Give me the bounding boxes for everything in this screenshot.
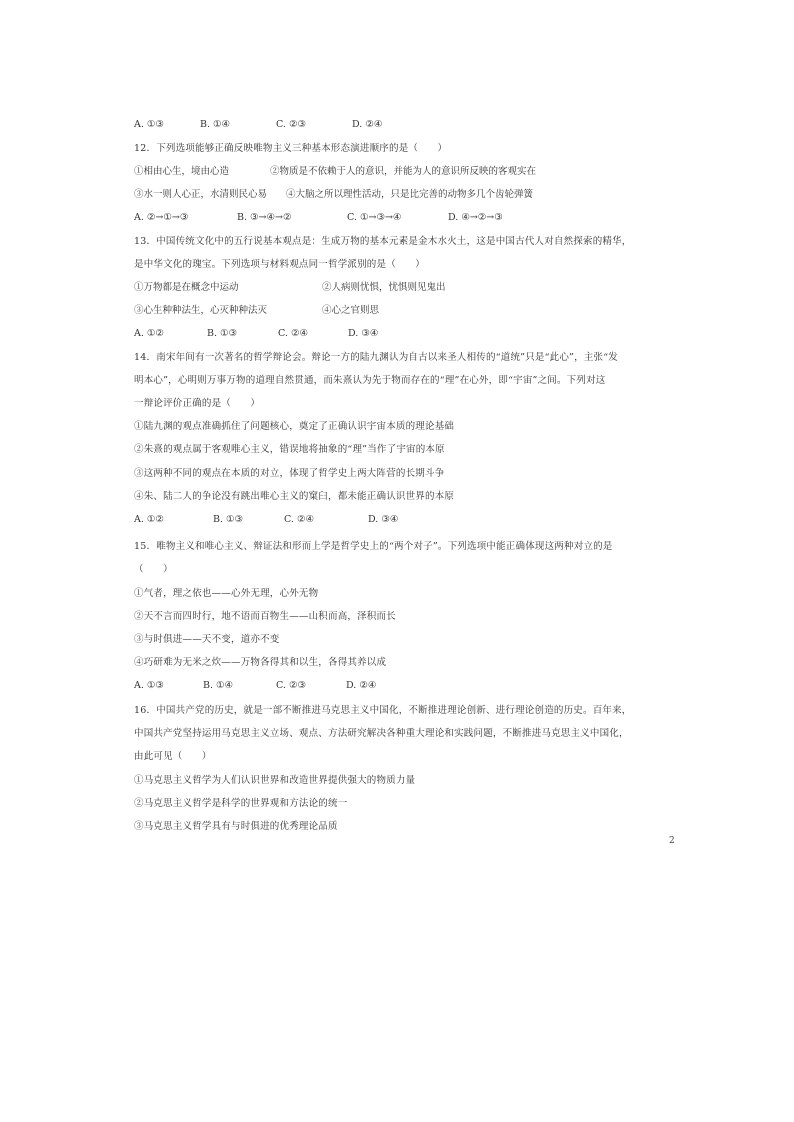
q14-option-c: C. ②④ [284,514,315,525]
q11-option-d: D. ②④ [352,119,383,130]
q13-option-b: B. ①③ [207,328,238,339]
q16-stem-line-2: 中国共产党坚持运用马克思主义立场、观点、方法研究解决各种重大理论和实践问题，不断推进马克思主义中国化， [134,728,629,739]
q15-statement-4: ④巧研难为无米之炊——万物各得其和以生，各得其养以成 [134,657,387,668]
q12-option-b: B. ③→④→② [237,212,292,223]
q15-stem-line-2: （ ） [134,564,173,575]
q14-option-b: B. ①③ [213,514,244,525]
q11-option-c: C. ②③ [276,119,307,130]
q12-statement-3: ③水一则人心正，水清则民心易 [134,189,268,200]
q15-option-b: B. ①④ [203,680,234,691]
q12-option-a: A. ②→①→③ [134,212,189,223]
q14-stem-line-3: 一辩论评价正确的是（ ） [134,398,261,409]
q15-statement-3: ③与时俱进——天不变，道亦不变 [134,634,280,645]
q14-statement-3: ③这两种不同的观点在本质的对立，体现了哲学史上两大阵营的长期斗争 [134,468,445,479]
q16-statement-2: ②马克思主义哲学是科学的世界观和方法论的统一 [134,798,348,809]
q13-stem-line-2: 是中华文化的瑰宝。下列选项与材料观点同一哲学派别的是（ ） [134,259,426,270]
q14-option-d: D. ③④ [368,514,399,525]
q11-option-a: A. ①③ [134,119,164,130]
q15-option-c: C. ②③ [276,680,307,691]
q13-stem-line-1: 13．中国传统文化中的五行说基本观点是：生成万物的基本元素是金木水火土，这是中国古代人对自然探索的精华， [134,236,632,247]
q13-statement-2: ②人病则忧惧，忧惧则见鬼出 [322,282,446,293]
q11-option-b: B. ①④ [200,119,231,130]
q12-stem: 12．下列选项能够正确反映唯物主义三种基本形态演进顺序的是（ ） [134,143,448,154]
q14-stem-line-1: 14．南宋年间有一次著名的哲学辩论会。辩论一方的陆九渊认为自古以来圣人相传的“道统”只是“此心”，主张“发 [134,352,618,363]
q12-option-d: D. ④→②→③ [448,212,503,223]
q12-statement-4: ④大脑之所以理性活动，只是比完善的动物多几个齿轮弹簧 [286,189,534,200]
q15-stem-line-1: 15．唯物主义和唯心主义、辩证法和形而上学是哲学史上的“两个对子”。下列选项中能正确体现这两种对立的是 [134,541,613,552]
q16-statement-1: ①马克思主义哲学为人们认识世界和改造世界提供强大的物质力量 [134,775,416,786]
q15-statement-1: ①气者，理之依也——心外无理，心外无物 [134,588,319,599]
q13-option-c: C. ②④ [278,328,309,339]
q16-statement-3: ③马克思主义哲学具有与时俱进的优秀理论品质 [134,821,338,832]
q14-stem-line-2: 明本心”，心明则万事万物的道理自然贯通，而朱熹认为先于物而存在的“理”在心外，即“宇宙”之间。下列对这 [134,375,606,386]
q15-option-a: A. ①③ [134,680,164,691]
q12-statement-2: ②物质是不依赖于人的意识，并能为人的意识所反映的客观实在 [270,166,537,177]
q13-statement-4: ④心之官则思 [322,305,380,316]
q13-option-d: D. ③④ [348,328,379,339]
page-number: 2 [669,836,675,846]
q14-statement-4: ④朱、陆二人的争论没有跳出唯心主义的窠臼，都未能正确认识世界的本原 [134,491,455,502]
q15-statement-2: ②天不言而四时行，地不语而百物生——山积而高，泽积而长 [134,611,396,622]
q16-stem-line-1: 16．中国共产党的历史，就是一部不断推进马克思主义中国化，不断推进理论创新、进行理论创造的历史。百年来， [134,705,632,716]
q14-statement-2: ②朱熹的观点属于客观唯心主义，错误地将抽象的“理”当作了宇宙的本原 [134,444,445,455]
q15-option-d: D. ②④ [346,680,377,691]
q14-statement-1: ①陆九渊的观点准确抓住了问题核心，奠定了正确认识宇宙本质的理论基础 [134,421,455,432]
q12-option-c: C. ①→③→④ [347,212,402,223]
q14-option-a: A. ①② [134,514,164,525]
q13-statement-1: ①万物都是在概念中运动 [134,282,239,293]
q13-option-a: A. ①② [134,328,164,339]
q12-statement-1: ①相由心生，境由心造 [134,166,230,177]
q16-stem-line-3: 由此可见（ ） [134,751,212,762]
q13-statement-3: ③心生种种法生，心灭种种法灭 [134,305,268,316]
